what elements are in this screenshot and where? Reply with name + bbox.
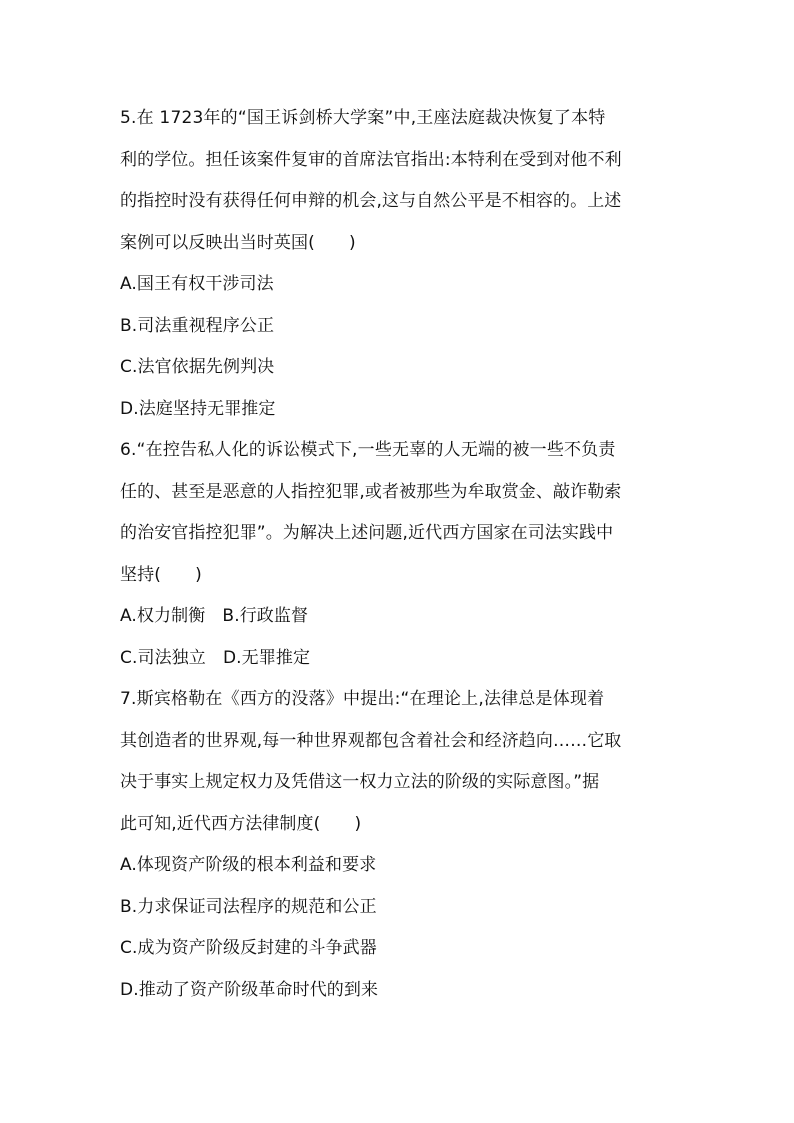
question-6-options-row-2: C.司法独立 D.无罪推定	[120, 647, 311, 668]
question-6-stem-line-4: 坚持( )	[120, 564, 202, 585]
question-6-stem-line-2: 任的、甚至是恶意的人指控犯罪,或者被那些为牟取赏金、敲诈勒索	[120, 481, 622, 502]
question-6-options	[120, 596, 680, 679]
question-7-stem-line-4: 此可知,近代西方法律制度( )	[120, 813, 362, 834]
question-5-option-d: D.法庭坚持无罪推定	[120, 398, 276, 419]
question-7-option-b: B.力求保证司法程序的规范和公正	[120, 896, 377, 917]
question-6-options-row-1: A.权力制衡 B.行政监督	[120, 606, 309, 626]
question-5-stem-line-1: 5.在 1723年的“国王诉剑桥大学案”中,王座法庭裁决恢复了本特	[120, 108, 606, 128]
question-6	[120, 430, 680, 679]
question-5-options	[120, 264, 680, 430]
question-list	[120, 98, 680, 1011]
question-5-option-b: B.司法重视程序公正	[120, 315, 275, 336]
question-7-stem-line-1: 7.斯宾格勒在《西方的没落》中提出:“在理论上,法律总是体现着	[120, 689, 605, 709]
question-7-option-c: C.成为资产阶级反封建的斗争武器	[120, 938, 377, 958]
question-6-stem-line-1: 6.“在控告私人化的诉讼模式下,一些无辜的人无端的被一些不负责	[120, 440, 616, 460]
question-5-stem-line-2: 利的学位。担任该案件复审的首席法官指出:本特利在受到对他不利	[120, 149, 622, 170]
question-5	[120, 98, 680, 430]
question-7	[120, 679, 680, 1011]
question-7-option-a: A.体现资产阶级的根本利益和要求	[120, 855, 377, 875]
question-7-stem	[120, 679, 680, 845]
question-5-option-c: C.法官依据先例判决	[120, 357, 275, 377]
question-5-stem	[120, 98, 680, 264]
question-6-stem	[120, 430, 680, 596]
question-6-stem-line-3: 的治安官指控犯罪”。为解决上述问题,近代西方国家在司法实践中	[120, 523, 614, 543]
question-5-option-a: A.国王有权干涉司法	[120, 274, 274, 294]
question-7-stem-line-2: 其创造者的世界观,每一种世界观都包含着社会和经济趋向……它取	[120, 730, 622, 751]
question-7-stem-line-3: 决于事实上规定权力及凭借这一权力立法的阶级的实际意图。”据	[120, 772, 600, 792]
question-5-stem-line-3: 的指控时没有获得任何申辩的机会,这与自然公平是不相容的。上述	[120, 191, 622, 211]
question-5-stem-line-4: 案例可以反映出当时英国( )	[120, 232, 356, 253]
question-7-options	[120, 845, 680, 1011]
question-7-option-d: D.推动了资产阶级革命时代的到来	[120, 979, 379, 1000]
